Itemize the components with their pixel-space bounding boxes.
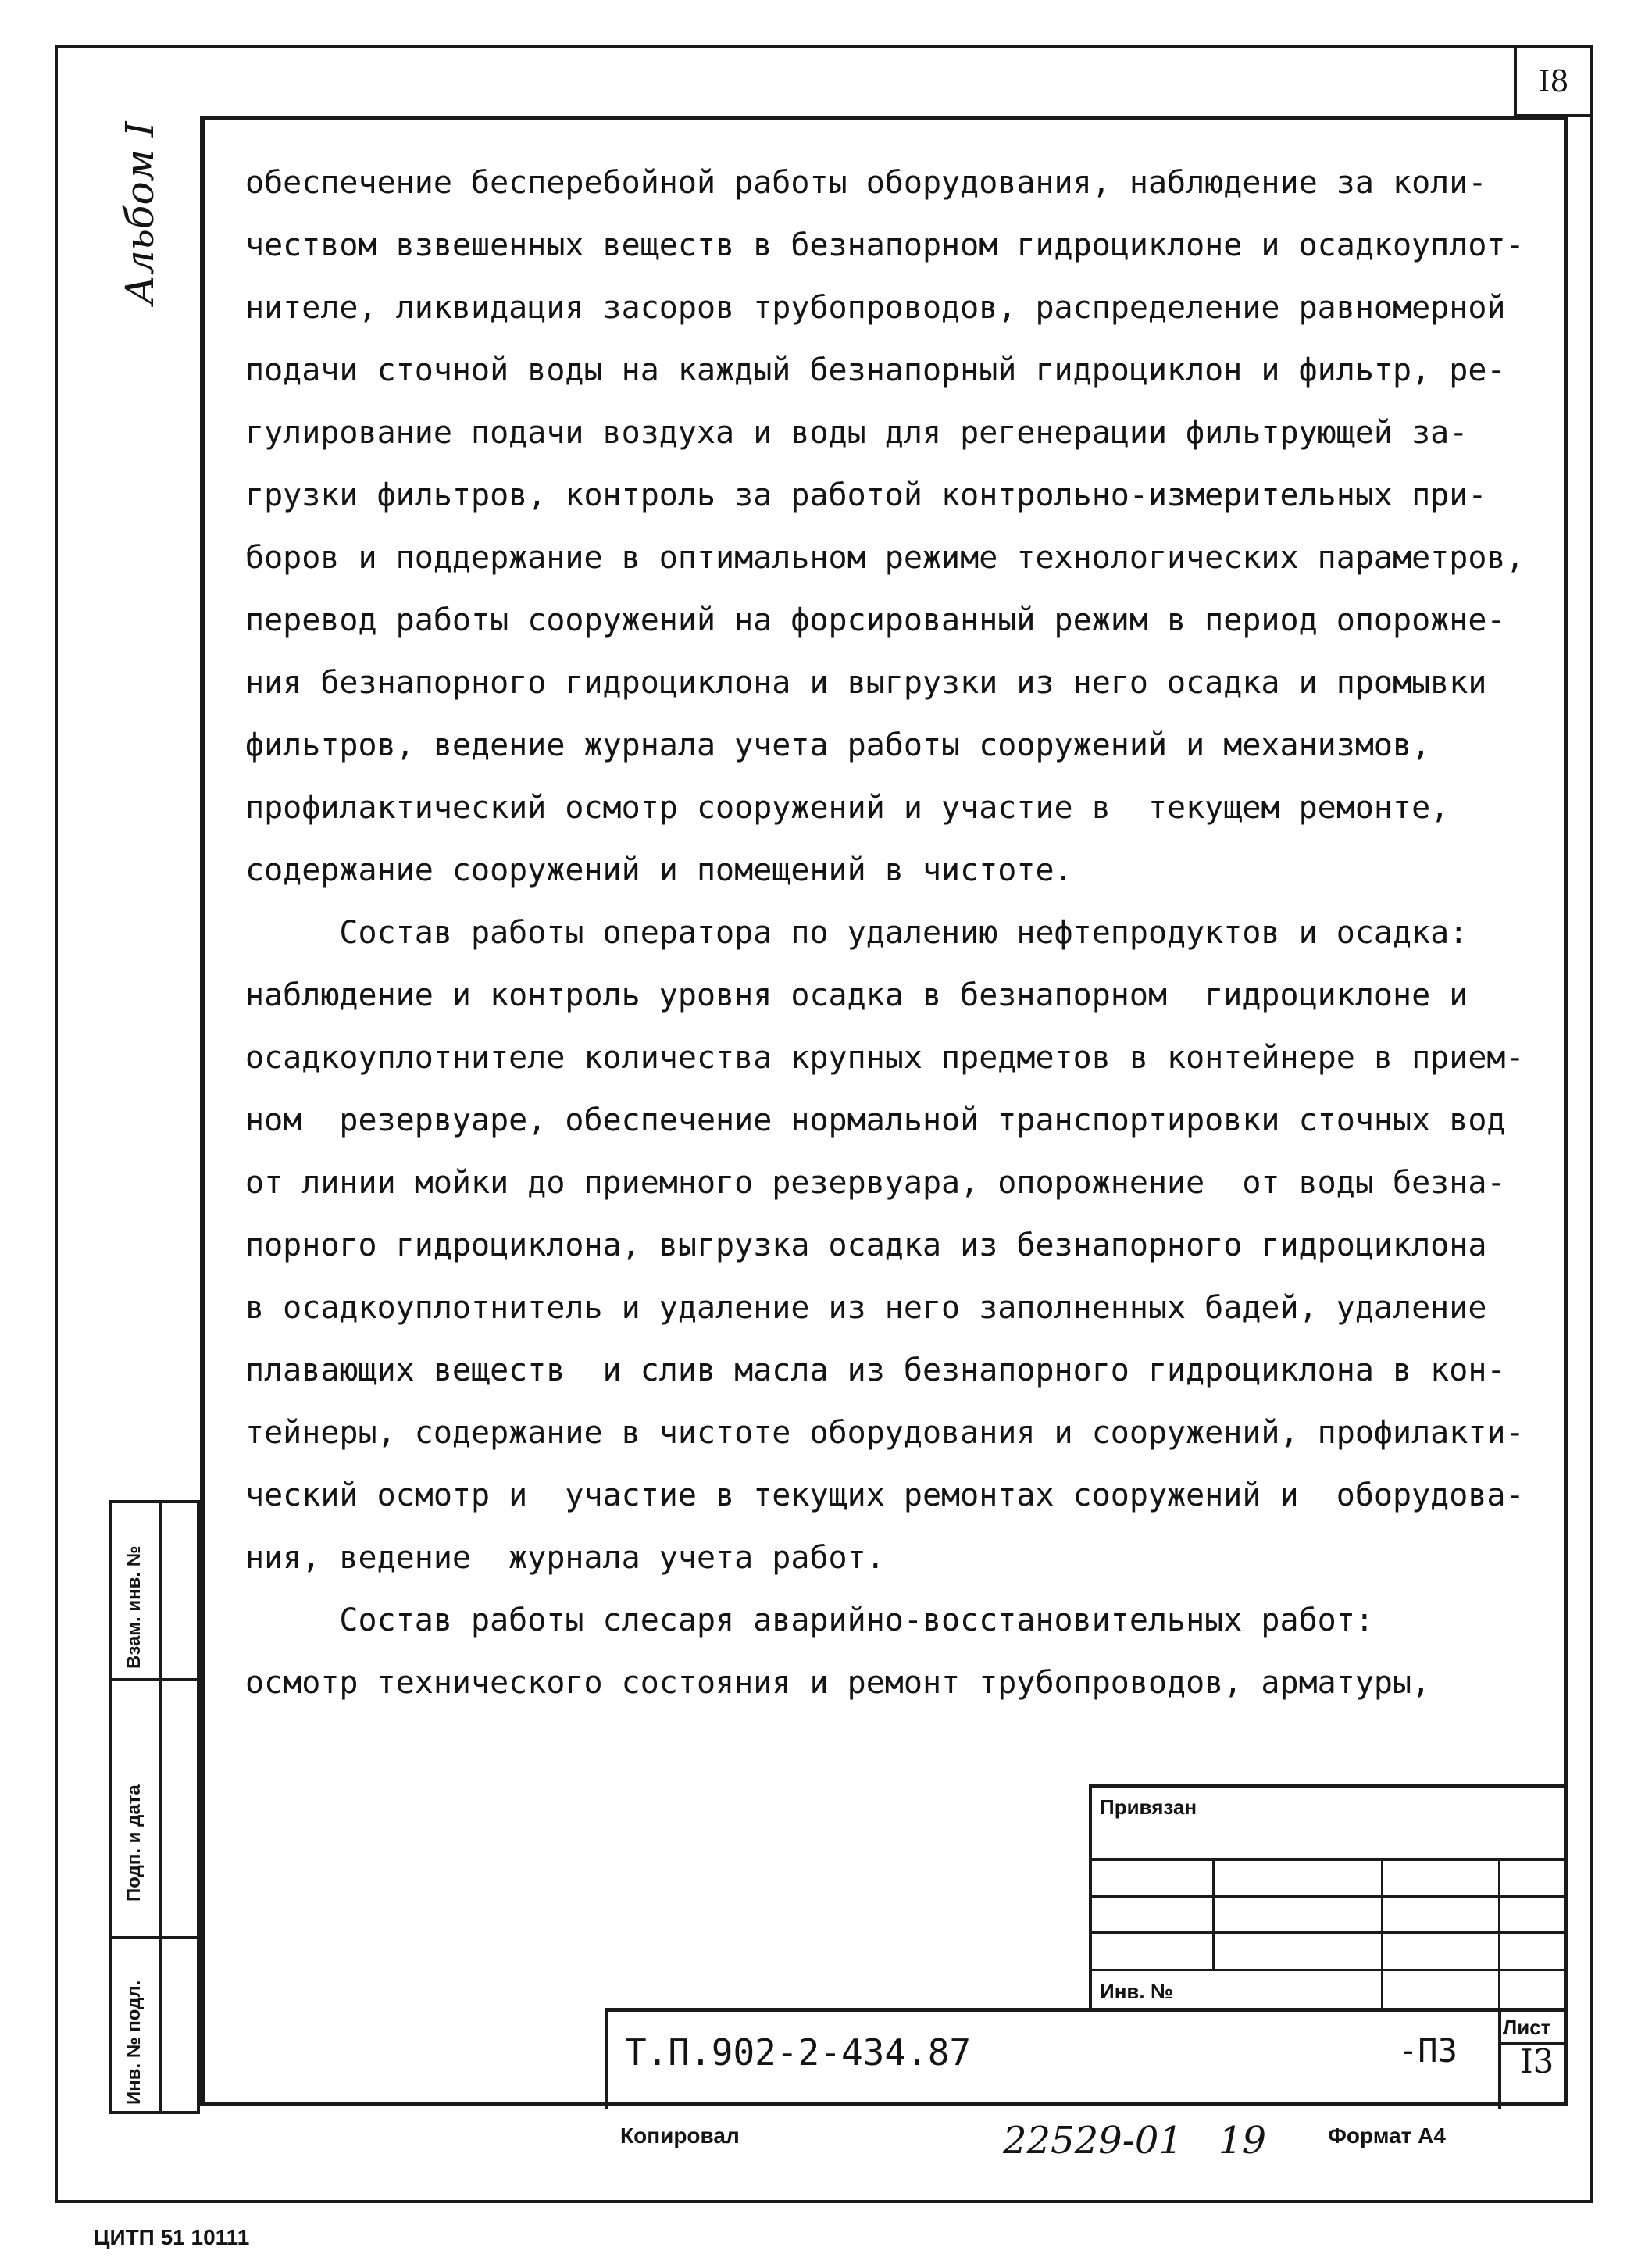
strip-divider: [159, 1503, 162, 2111]
format-label: Формат А4: [1328, 2123, 1446, 2148]
sheet-number: I3: [1520, 2042, 1554, 2081]
org-code: ЦИТП 51 10111: [94, 2225, 250, 2249]
text-line: содержание сооружений и помещений в чистоте.: [245, 852, 1073, 888]
text-line: в осадкоуплотнитель и удаление из него заполненных бадей, удаление: [245, 1290, 1487, 1326]
text-line: осмотр технического состояния и ремонт трубопроводов, арматуры,: [245, 1665, 1431, 1701]
strip-label-inv: Инв. № подл.: [123, 1980, 145, 2105]
inv-no-label: Инв. №: [1100, 1980, 1173, 2003]
text-line: Состав работы оператора по удалению нефтепродуктов и осадка:: [245, 915, 1468, 951]
side-stamp-strip: [109, 1500, 200, 2114]
strip-divider: [112, 1936, 197, 1939]
text-line: профилактический осмотр сооружений и участие в текущем ремонте,: [245, 790, 1450, 826]
strip-label-vzam: Взам. инв. №: [123, 1545, 145, 1669]
text-line: ном резервуаре, обеспечение нормальной транспортировки сточных вод: [245, 1102, 1506, 1138]
text-line: перевод работы сооружений на форсированный режим в период опорожне-: [245, 602, 1506, 638]
copied-label: Копировал: [620, 2123, 740, 2148]
copy-page: 19: [1218, 2119, 1267, 2163]
text-line: гулирование подачи воздуха и воды для регенерации фильтрующей за-: [245, 415, 1468, 451]
sheet-label: Лист: [1503, 2016, 1551, 2039]
privyazan-label: Привязан: [1100, 1795, 1197, 1819]
text-line: ния безнапорного гидроциклона и выгрузки из него осадка и промывки: [245, 665, 1487, 701]
text-line: боров и поддержание в оптимальном режиме технологических параметров,: [245, 540, 1525, 576]
copy-number: 22529-01: [1003, 2119, 1183, 2163]
text-line: тейнеры, содержание в чистоте оборудования и сооружений, профилакти-: [245, 1415, 1525, 1451]
strip-divider: [112, 1678, 197, 1681]
text-line: ческий осмотр и участие в текущих ремонтах сооружений и оборудова-: [245, 1477, 1525, 1513]
text-line: подачи сточной воды на каждый безнапорный гидроциклон и фильтр, ре-: [245, 352, 1506, 388]
document-code: Т.П.902-2-434.87: [625, 2031, 972, 2073]
text-line: обеспечение бесперебойной работы оборудования, наблюдение за коли-: [245, 165, 1487, 201]
text-line: осадкоуплотнителе количества крупных предметов в контейнере в прием-: [245, 1040, 1525, 1076]
strip-label-podp: Подп. и дата: [123, 1784, 145, 1902]
text-line: чеством взвешенных веществ в безнапорном гидроциклоне и осадкоуплот-: [245, 227, 1525, 263]
page-number: I8: [1514, 45, 1593, 117]
text-line: от линии мойки до приемного резервуара, опорожнение от воды безна-: [245, 1165, 1506, 1201]
text-line: порного гидроциклона, выгрузка осадка из безнапорного гидроциклона: [245, 1227, 1487, 1263]
text-line: фильтров, ведение журнала учета работы сооружений и механизмов,: [245, 727, 1431, 763]
document-suffix: -ПЗ: [1398, 2031, 1458, 2070]
text-line: плавающих веществ и слив масла из безнапорного гидроциклона в кон-: [245, 1352, 1506, 1388]
text-line: Состав работы слесаря аварийно-восстановительных работ:: [245, 1602, 1374, 1638]
text-line: грузки фильтров, контроль за работой контрольно-измерительных при-: [245, 477, 1487, 513]
text-line: нителе, ликвидация засоров трубопроводов, распределение равномерной: [245, 290, 1506, 326]
text-line: наблюдение и контроль уровня осадка в безнапорном гидроциклоне и: [245, 977, 1468, 1013]
text-line: ния, ведение журнала учета работ.: [245, 1540, 885, 1576]
album-label: Альбом I: [117, 121, 162, 305]
